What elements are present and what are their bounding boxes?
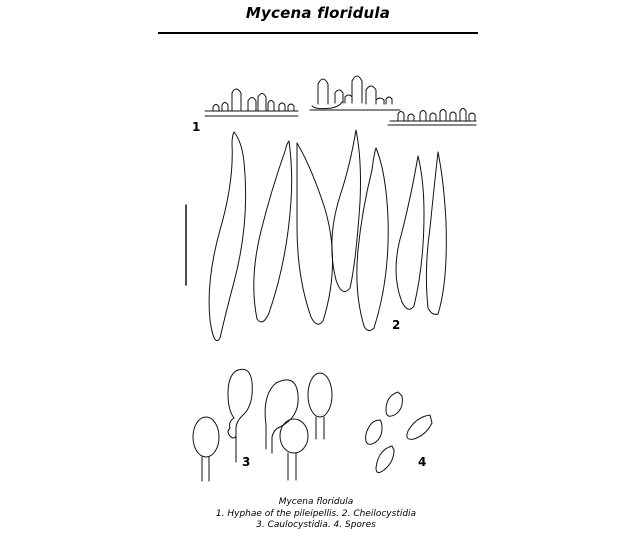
pileipellis-hyphae-drawing — [205, 76, 476, 125]
figure-label-1: 1 — [192, 120, 201, 134]
caption-species: Mycena floridula — [278, 497, 354, 507]
figure-caption — [0, 497, 632, 532]
caption-line-parts-3-4: 3. Caulocystidia. 4. Spores — [256, 520, 376, 530]
cheilocystidia-drawing — [209, 130, 446, 341]
caption-line-parts-1-2: 1. Hyphae of the pileipellis. 2. Cheilocystidia — [215, 508, 417, 519]
figure-label-2: 2 — [392, 318, 401, 332]
caulocystidia-drawing — [193, 369, 332, 481]
page-title: Mycena floridula — [245, 4, 391, 22]
figure-label-4: 4 — [418, 455, 427, 469]
figure-label-3: 3 — [242, 455, 251, 469]
